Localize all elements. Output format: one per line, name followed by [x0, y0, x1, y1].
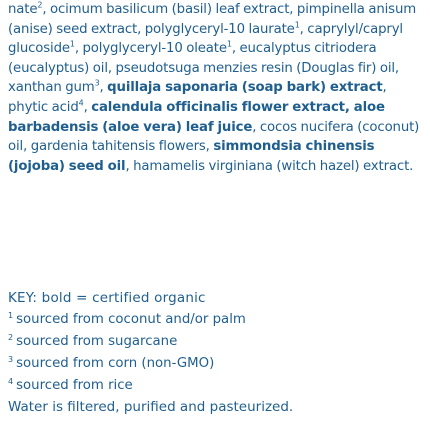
ingredient-text: , eucalyptus citriodera (eucalyptus) oil, pseudotsuga menzies resin (Douglas fir) oil, xanthan gum	[8, 41, 399, 96]
ingredient-label-panel	[8, 0, 422, 430]
ingredient-text: , caprylyl/capryl glucoside	[8, 21, 403, 57]
ingredient-text: , ocimum basilicum (basil) leaf extract, pimpinella anisum (anise) seed extract, polyglyceryl-10 laurate	[8, 2, 417, 37]
key-legend	[8, 287, 246, 397]
organic-ingredient: simmondsia chinensis (jojoba) seed oil	[8, 139, 375, 174]
key-note	[8, 309, 246, 331]
key-note-text: sourced from rice	[16, 378, 133, 393]
ingredients-list	[8, 0, 422, 176]
ingredient-text: , hamamelis virginiana (witch hazel) extract.	[125, 158, 414, 174]
water-note: Water is filtered, purified and pasteurized.	[8, 399, 294, 415]
organic-ingredient: calendula officinalis flower extract, aloe barbadensis (aloe vera) leaf juice	[8, 99, 385, 135]
footnote-marker: 1	[69, 39, 75, 49]
ingredient-text: ,	[83, 99, 92, 115]
organic-ingredient: quillaja saponaria (soap bark) extract	[107, 80, 383, 96]
footnote-marker: 1	[8, 310, 14, 320]
footnote-marker: 2	[37, 0, 43, 10]
footnote-marker: 4	[8, 376, 14, 386]
footnote-marker: 3	[8, 354, 14, 364]
key-note	[8, 353, 246, 375]
ingredient-text: nate	[8, 2, 38, 17]
footnote-marker: 4	[78, 98, 84, 108]
footnote-marker: 1	[294, 20, 300, 30]
footnote-marker: 2	[8, 332, 14, 342]
footnote-marker: 3	[94, 78, 100, 88]
ingredient-text: , phytic acid	[8, 80, 387, 115]
key-note-text: sourced from coconut and/or palm	[16, 312, 246, 327]
key-title: KEY: bold = certified organic	[8, 290, 206, 306]
key-note-text: sourced from corn (non-GMO)	[16, 356, 215, 371]
ingredient-text: ,	[99, 80, 108, 96]
ingredient-text: , polyglyceryl-10 oleate	[74, 41, 227, 57]
footnote-marker: 1	[226, 39, 232, 49]
key-note	[8, 375, 246, 397]
key-note-text: sourced from sugarcane	[16, 334, 178, 349]
ingredient-text: , cocos nucifera (coconut) oil, gardenia tahitensis flowers,	[8, 119, 420, 155]
key-note	[8, 331, 246, 353]
